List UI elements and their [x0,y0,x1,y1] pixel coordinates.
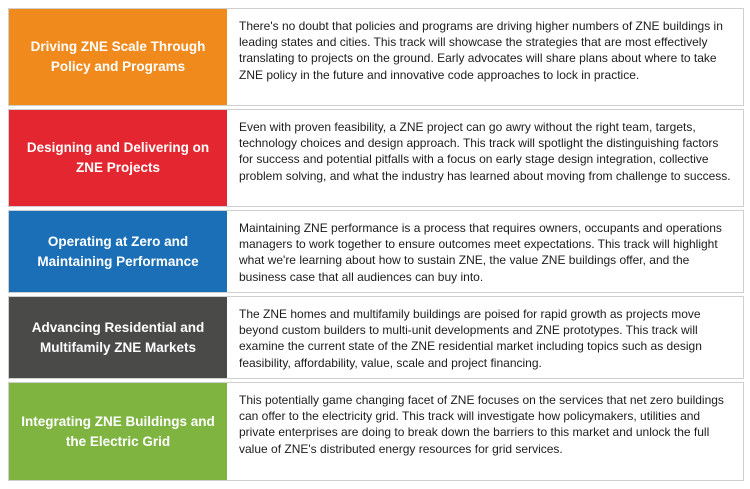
tracks-table [8,8,744,484]
track-title-residential [9,297,227,378]
track-row-grid [8,382,744,481]
track-title-text: Operating at Zero and Maintaining Performance [37,233,199,269]
track-title-text: Driving ZNE Scale Through Policy and Programs [30,39,206,74]
track-description-grid: This potentially game changing facet of ZNE focuses on the services that net zero buildings can offer to the electricity grid. This track will investigate how policymakers, utilities and private enterprises are doing to break down the barriers to this market and unlock the full value of ZNE's distributed energy resources for grid services. [227,383,743,480]
track-title-design [9,110,227,206]
track-title-policy [9,9,227,105]
track-row-policy [8,8,744,106]
track-description-operations: Maintaining ZNE performance is a process that requires owners, occupants and operations managers to work together to ensure outcomes meet expectations. This track will highlight what we're learning about how to sustain ZNE, the value ZNE buildings offer, and the business case that all audiences can buy into. [227,211,743,292]
track-row-operations [8,210,744,293]
track-description-policy: There's no doubt that policies and programs are driving higher numbers of ZNE buildings in leading states and cities. This track will showcase the strategies that are most effectively translating to projects on the ground. Early advocates will share plans about where to take ZNE policy in the future and innovative code approaches to lock in practice. [227,9,743,105]
track-title-operations [9,211,227,292]
track-description-residential: The ZNE homes and multifamily buildings are poised for rapid growth as projects move beyond custom builders to multi-unit developments and ZNE prototypes. This track will examine the current state of the ZNE residential market including topics such as design feasibility, affordability, value, scale and project financing. [227,297,743,378]
track-row-residential [8,296,744,379]
track-title-text: Advancing Residential and Multifamily ZNE Markets [31,319,205,355]
track-title-text: Integrating ZNE Buildings and the Electric Grid [21,413,215,449]
track-description-design: Even with proven feasibility, a ZNE project can go awry without the right team, targets, technology choices and design approach. This track will spotlight the distinguishing factors for success and potential pitfalls with a focus on early stage design integration, collective problem solving, and what the industry has learned about moving from challenge to success. [227,110,743,206]
track-row-design [8,109,744,207]
track-title-grid [9,383,227,480]
track-title-text: Designing and Delivering on ZNE Projects [26,140,210,175]
